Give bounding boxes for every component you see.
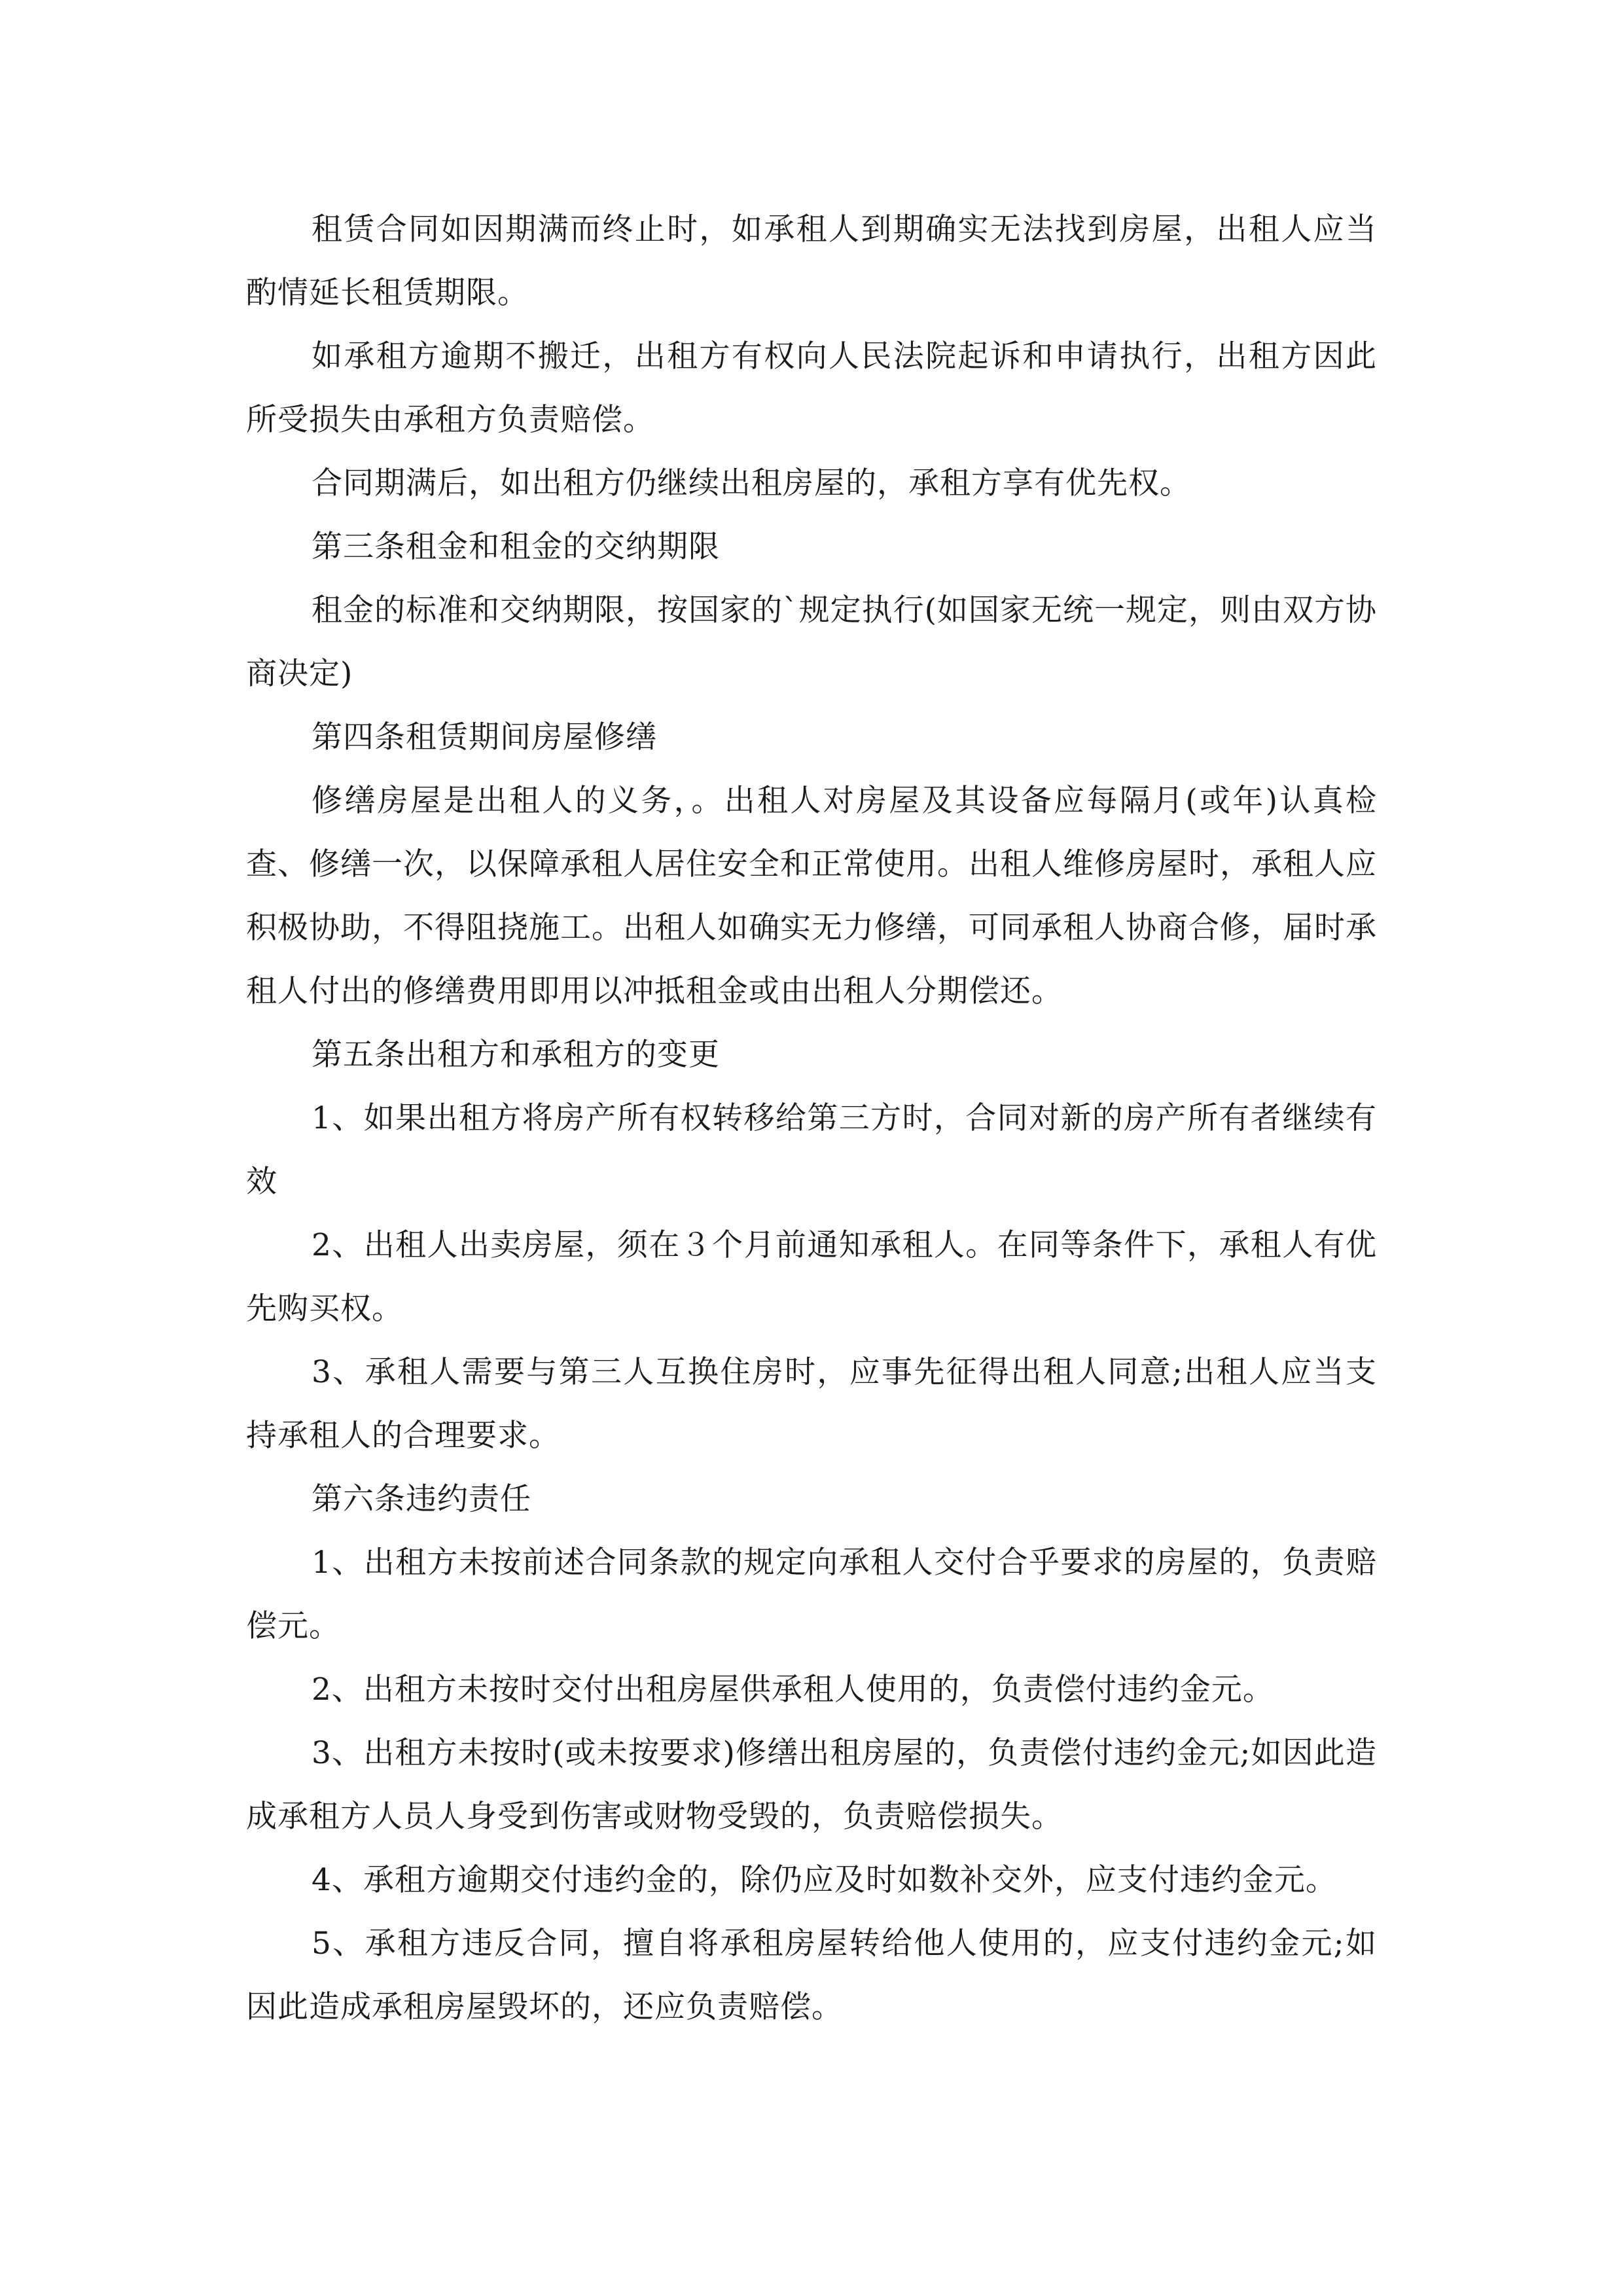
paragraph-priority-right: 合同期满后，如出租方仍继续出租房屋的，承租方享有优先权。 (312, 465, 1191, 501)
clause-5-2: 2、出租人出卖房屋，须在３个月前通知承租人。在同等条件下，承租人有优先购买权。 (246, 1227, 1377, 1327)
heading-article-5: 第五条出租方和承租方的变更 (312, 1037, 720, 1073)
paragraph-repair-duty: 修缮房屋是出租人的义务，。出租人对房屋及其设备应每隔月(或年)认真检查、修缮一次，以保障承租人居住安全和正常使用。出租人维修房屋时，承租人应积极协助，不得阻挠施工。出租人如确实无力修缮，可同承租人协商合修，届时承租人付出的修缮费用即用以冲抵租金或由出租人分期偿还。 (246, 783, 1377, 1009)
clause-6-3: 3、出租方未按时(或未按要求)修缮出租房屋的，负责偿付违约金元;如因此造成承租方人员人身受到伤害或财物受毁的，负责赔偿损失。 (246, 1735, 1377, 1835)
paragraph-lease-expiry: 租赁合同如因期满而终止时，如承租人到期确实无法找到房屋，出租人应当酌情延长租赁期限。 (246, 211, 1377, 311)
heading-article-6: 第六条违约责任 (312, 1481, 531, 1517)
clause-6-4: 4、承租方逾期交付违约金的，除仍应及时如数补交外，应支付违约金元。 (312, 1862, 1337, 1898)
clause-5-3: 3、承租人需要与第三人互换住房时，应事先征得出租人同意;出租人应当支持承租人的合理要求。 (246, 1354, 1377, 1454)
paragraph-overdue-move: 如承租方逾期不搬迁，出租方有权向人民法院起诉和申请执行，出租方因此所受损失由承租方负责赔偿。 (246, 338, 1377, 438)
clause-6-1: 1、出租方未按前述合同条款的规定向承租人交付合乎要求的房屋的，负责赔偿元。 (246, 1545, 1377, 1644)
paragraph-rent-standard: 租金的标准和交纳期限，按国家的`规定执行(如国家无统一规定，则由双方协商决定) (246, 592, 1377, 692)
heading-article-4: 第四条租赁期间房屋修缮 (312, 719, 657, 755)
document-body (246, 198, 1377, 2039)
clause-6-5: 5、承租方违反合同，擅自将承租房屋转给他人使用的，应支付违约金元;如因此造成承租房屋毁坏的，还应负责赔偿。 (246, 1926, 1377, 2025)
clause-6-2: 2、出租方未按时交付出租房屋供承租人使用的，负责偿付违约金元。 (312, 1672, 1274, 1708)
heading-article-3: 第三条租金和租金的交纳期限 (312, 529, 720, 565)
clause-5-1: 1、如果出租方将房产所有权转移给第三方时，合同对新的房产所有者继续有效 (246, 1100, 1377, 1200)
